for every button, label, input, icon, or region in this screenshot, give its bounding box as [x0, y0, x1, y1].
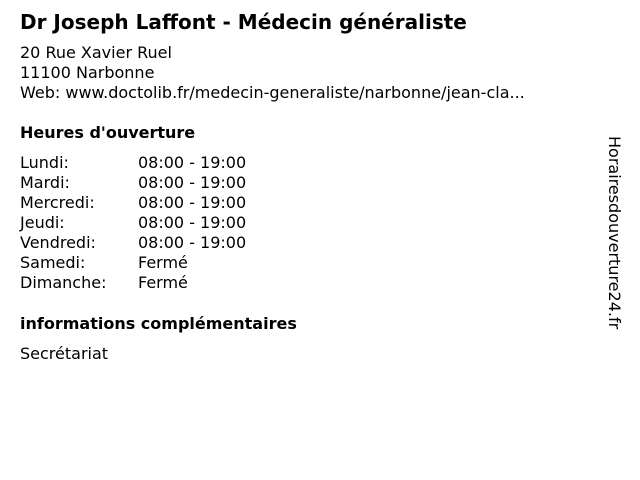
- day-label: Mardi:: [20, 173, 70, 192]
- hours-value: 08:00 - 19:00: [138, 193, 247, 212]
- hours-value: 08:00 - 19:00: [138, 173, 247, 192]
- day-label: Dimanche:: [20, 273, 107, 292]
- hours-row-saturday: [20, 253, 246, 273]
- additional-info-heading: informations complémentaires: [20, 314, 297, 333]
- page-title: Dr Joseph Laffont - Médecin généraliste: [20, 10, 467, 34]
- hours-row-monday: [20, 153, 246, 173]
- day-label: Lundi:: [20, 153, 69, 172]
- additional-info-text: Secrétariat: [20, 344, 109, 363]
- day-label: Mercredi:: [20, 193, 95, 212]
- opening-hours-list: [20, 153, 246, 293]
- day-label: Jeudi:: [20, 213, 65, 232]
- site-brand-vertical: Horairesdouverture24.fr: [605, 136, 624, 330]
- hours-value: Fermé: [138, 253, 188, 272]
- hours-value: Fermé: [138, 273, 188, 292]
- address-block: [20, 43, 525, 103]
- day-label: Vendredi:: [20, 233, 96, 252]
- opening-hours-heading: Heures d'ouverture: [20, 123, 196, 142]
- day-label: Samedi:: [20, 253, 86, 272]
- hours-value: 08:00 - 19:00: [138, 233, 247, 252]
- hours-row-thursday: [20, 213, 246, 233]
- hours-row-sunday: [20, 273, 246, 293]
- address-city: 11100 Narbonne: [20, 63, 155, 82]
- hours-row-wednesday: [20, 193, 246, 213]
- hours-row-tuesday: [20, 173, 246, 193]
- website-link[interactable]: Web: www.doctolib.fr/medecin-generaliste/narbonne/jean-cla...: [20, 83, 525, 102]
- hours-value: 08:00 - 19:00: [138, 213, 247, 232]
- hours-row-friday: [20, 233, 246, 253]
- address-street: 20 Rue Xavier Ruel: [20, 43, 172, 62]
- hours-value: 08:00 - 19:00: [138, 153, 247, 172]
